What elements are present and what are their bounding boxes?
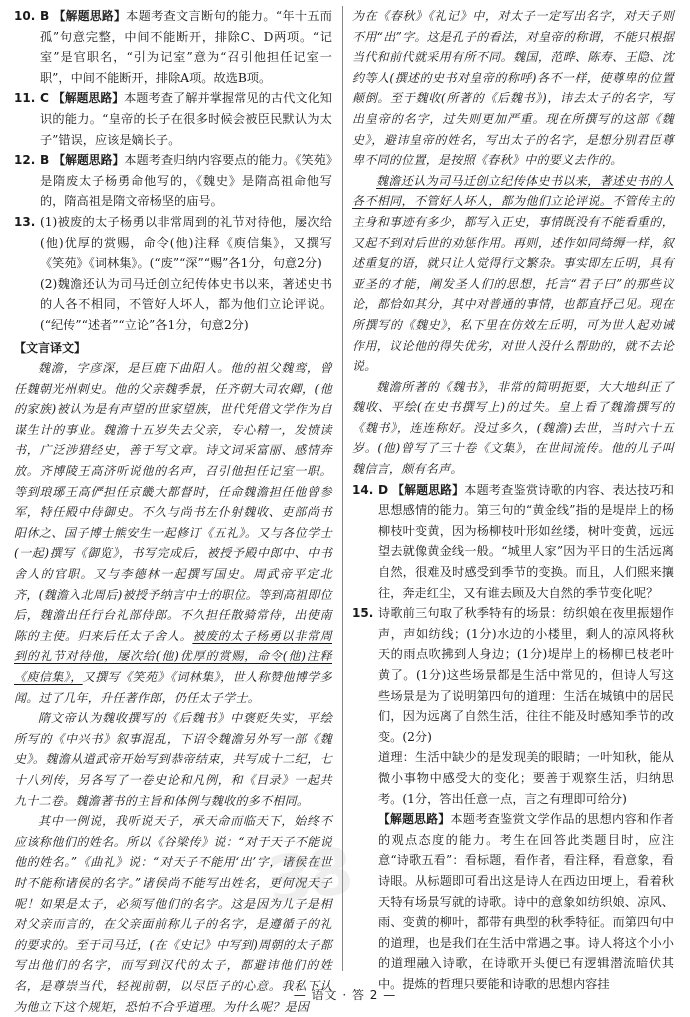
answer-part-2: 道理：生活中缺少的是发现美的眼睛；一叶知秋，能从微小事物中感受大的变化；要善于观察生活，归纳思考。(1分，答出任意一点，言之有理即可给分) [378, 750, 674, 806]
answer-letter: C [40, 91, 49, 106]
question-10 [14, 6, 332, 88]
question-14 [352, 480, 674, 604]
solution-text: 本题考查鉴赏诗歌的内容、表达技巧和思想感情的能力。第三句的“黄金线”指的是堤岸上的杨柳枝叶变黄，因为杨柳枝叶形如丝缕，树叶变黄，远远望去就像黄金线一般。“城里人家”因为平日的生活远离自然，很难及时感受到季节的变换。而且，人们熙来攘往，奔走红尘，又有谁去顾及大自然的季节变化呢？ [378, 482, 674, 600]
translation-text: 不管传主的主身和事迹有多少，都写入正史，事情既没有不能看重的，又起不到对后世的劝惩作用。再则，述作如同绮缛一样，叙述重复的语，就只让人觉得行文繁杂。事实即左丘明，具有亚圣的才能，阐发圣人们的思想，托言“君子曰”的那些议论，都恰如其分，其中对普通的事情，也都直抒己见。现在所撰写的《魏史》，私下里在仿效左丘明，可为世人起劝诫作用，议论他的得失优劣，对世人没什么帮助的，就不去论说。 [352, 194, 674, 374]
translation-heading: 【文言译文】 [14, 340, 87, 355]
answer-part-1: 诗歌前三句取了秋季特有的场景：纺织娘在夜里振翅作声，声如纺线；(1分)水边的小楼里，剩人的凉风将秋天的雨点吹拂到人身边；(1分)堤岸上的杨柳已枝老叶黄了。(1分)这些场景都是生活中常见的，但诗人写这些场景是为了说明第四句的道理：生活在城镇中的居民们，因为远离了自然生活，往往不能及时感知季节的改变。(2分) [378, 606, 674, 744]
question-11 [14, 88, 332, 150]
solution-tag: 【解题思路】 [53, 153, 125, 168]
question-number: 15. [352, 606, 374, 621]
question-number: 12. [14, 153, 36, 168]
translation-paragraph-5: 魏澹所著的《魏书》，非常的简明扼要，大大地纠正了魏收、平绘(在史书撰写上)的过失。皇上看了魏澹撰写的《魏书》，连连称好。没过多久，(魏澹)去世，当时六十五岁。(他)曾写了三十卷《文集》，在世间流传。他的儿子叫魏信言，颇有名声。 [352, 379, 674, 477]
column-divider [342, 6, 343, 971]
question-13 [14, 212, 332, 336]
underlined-sentence: 被废的太子杨勇以非常周到的礼节对待他，屡次给(他)优厚的赏赐，命令(他)注释《庾信集》， [14, 628, 332, 684]
solution-tag: 【解题思路】 [392, 482, 465, 497]
answer-part-2: (2)魏澹还认为司马迁创立纪传体史书以来，著述史书的人各不相同，不管好人坏人，都为他们立论评说。(“纪传”“述者”“立论”各1分，句意2分) [40, 276, 332, 332]
question-number: 11. [14, 91, 36, 106]
solution-text: 本题考查归纳内容要点的能力。《笑苑》是隋废太子杨勇命他写的，《魏史》是隋高祖命他写的，隋高祖是隋文帝杨坚的庙号。 [40, 153, 332, 209]
question-15 [352, 603, 674, 994]
solution-tag: 【解题思路】 [378, 812, 451, 827]
solution-tag: 【解题思路】 [53, 9, 127, 23]
translation-paragraph-2: 隋文帝认为魏收撰写的《后魏书》中褒贬失实，平绘所写的《中兴书》叙事混乱，下诏令魏澹另外写一部《魏史》。魏澹从道武帝开始写到恭帝结束，共写成十二纪，七十八列传，另各写了一卷史论和凡例，和《目录》一起共九十二卷。魏澹著书的主旨和体例与魏收的多不相同。 [14, 711, 332, 808]
answer-letter: B [40, 153, 50, 168]
answer-part-1: (1)被废的太子杨勇以非常周到的礼节对待他，屡次给(他)优厚的赏赐，命令(他)注释《庾信集》，又撰写《笑苑》《词林集》。(“废”“深”“赐”各1分，句意2分) [40, 214, 332, 271]
watermark-logo: 38 [263, 834, 354, 920]
translation-paragraph-1 [14, 358, 332, 708]
translation-text: 魏澹，字彦深，是巨鹿下曲阳人。他的祖父魏鸾，曾任魏朝光州刺史。他的父亲魏季景，任齐朝大司农卿，(他的家族)被认为是有声望的世家望族，世代凭借文学作为自谋生计的事业。魏澹十五岁失去父亲，专心精一，发愤读书，广泛涉猎经史，善于写文章。诗文词采富丽、感情奔放。齐博陵王高济听说他的名声，召引他担任记室一职。等到琅琊王高俨担任京畿大都督时，任命魏澹担任他曾参军，特任殿中侍御史。不久与尚书左仆射魏收、吏部尚书阳休之、国子博士熊安生一起修订《五礼》。又与各位学士(一起)撰写《御览》，书写完成后，被授予殿中郎中、中书舍人的官职。又与李德林一起撰写国史。周武帝平定北齐，(魏澹入北周后)被授予纳言中士的职位。等到高祖即位后，魏澹出任行台礼部侍郎。不久担任散骑常侍，出使南陈的主使。归来后任太子舍人。 [14, 361, 332, 643]
answer-letter: D [378, 482, 389, 497]
solution-paragraph [378, 809, 674, 994]
right-column [352, 6, 674, 995]
solution-text: 本题考查了解并掌握常见的古代文化知识的能力。“皇帝的长子在很多时候会被臣民默认为太子”错误，应该是嫡长子。 [40, 91, 332, 147]
underlined-sentence: 魏澹还认为司马迁创立纪传体史书以来，著述史书的人各不相同，不管好人坏人，都为他们立论评说。 [352, 173, 674, 209]
page-footer: — 语文 · 答 2 — [293, 988, 397, 1002]
question-number: 10. [14, 9, 36, 23]
translation-paragraph-3: 其中一例说，我听说天子，承天命而临天下，始终不应该称他们的姓名。所以《谷梁传》说：“对于天子不能说他的姓名。”《曲礼》说：“对天子不能用‘出’字，诸侯在世时不能称诸侯的名字。”诸侯尚不能写出姓名，更何况天子呢！如果是太子，必须写他们的名字。这是因为儿子是相对父亲而言的，在父亲面前称儿子的名字，是遵循子的礼的要求的。至于司马迁，(在《史记》中写到)周朝的太子都写出他们的名字，而写到汉代的太子，都避讳他们的姓名，是尊崇当代，轻视前朝，以尽臣子的心意。我私下认为他立下这个规矩，恐怕不合乎道理。为什么呢？是因 [14, 814, 332, 1014]
question-number: 13. [14, 214, 36, 229]
translation-text: 又撰写《笑苑》《词林集》，世人称赞他博学多闻。过了几年，升任著作郎，仍任太子学士。 [14, 670, 332, 705]
solution-tag: 【解题思路】 [52, 91, 125, 106]
translation-paragraph-3-continued: 为在《春秋》《礼记》中，对太子一定写出名字，对天子则不用“出”字。这是孔子的看法，对皇帝的称谓，不能只根据当代和前代就采用有所不同。魏国，范晔、陈寿、王隐、沈约等人(撰述的史书对皇帝的称呼)各不一样，使尊卑的位置颠倒。至于魏收(所著的《后魏书》)，讳去太子的名字，写出皇帝的名字，过失则更加严重。现在所撰写的这部《魏史》，避讳皇帝的姓名，写出太子的名字，是想分别君臣尊卑不同的位置，是按照《春秋》中的要义去作的。 [352, 9, 674, 168]
solution-text: 本题考查鉴赏文学作品的思想内容和作者的观点态度的能力。考生在回答此类题目时，应注意“诗歌五看”：看标题，看作者，看注释，看意象，看诗眼。从标题即可看出这是诗人在西边田埂上，看着秋天特有场景写就的诗歌。诗中的意象如纺织娘、凉风、雨、变黄的柳叶，都带有典型的秋季特征。而第四句中的道理，也是我们在生活中常遇之事。诗人将这个小小的道理融入诗歌，在诗歌开头便已有逻辑潜流暗伏其中。提炼的哲理只要能和诗歌的思想内容挂 [378, 812, 674, 991]
question-number: 14. [352, 482, 374, 497]
solution-text: 本题考查文言断句的能力。“年十五而孤”句意完整，中间不能断开，排除C、D两项。“记室”是官职名，“引为记室”意为“召引他担任记室一职”，中间不能断开，排除A项。故选B项。 [40, 9, 332, 85]
question-12 [14, 150, 332, 212]
answer-letter: B [40, 9, 50, 23]
translation-paragraph-4 [352, 171, 674, 377]
